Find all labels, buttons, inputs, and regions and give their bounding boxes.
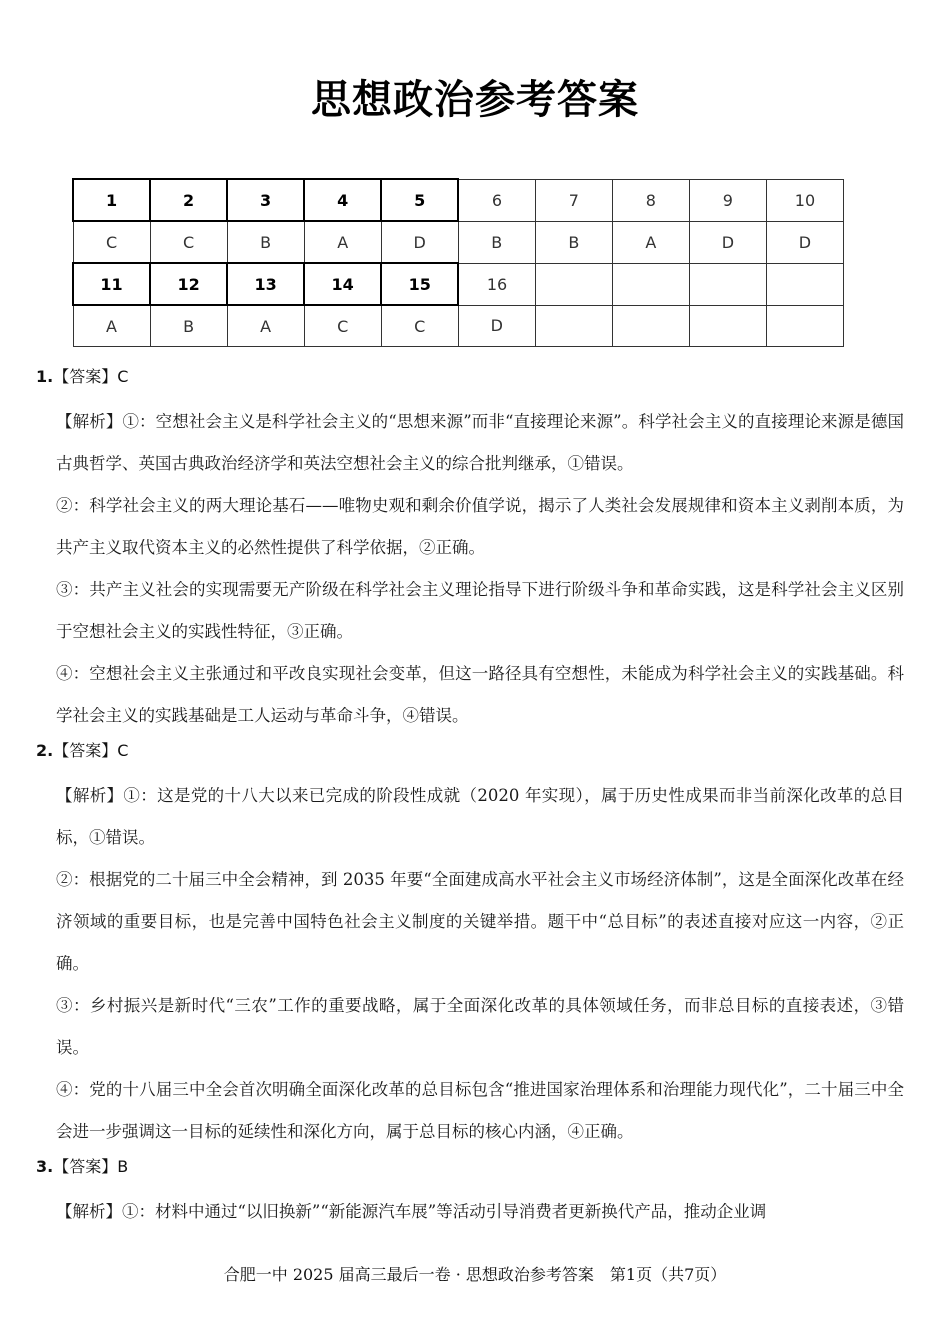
question-number-cell: 15 <box>381 263 458 305</box>
question-number-cell: 6 <box>458 179 535 221</box>
answer-label: 【答案】B <box>53 1157 129 1176</box>
answer-letter-cell: B <box>535 221 612 263</box>
question-number-cell <box>689 263 766 305</box>
explanation-paragraph: ②：科学社会主义的两大理论基石——唯物史观和剩余价值学说，揭示了人类社会发展规律和资本主义剥削本质，为共产主义取代资本主义的必然性提供了科学依据，②正确。 <box>56 496 904 557</box>
answer-letter-cell: B <box>227 221 304 263</box>
answer-letter-row <box>73 221 844 263</box>
answer-letter-cell: D <box>689 221 766 263</box>
question-answer-heading <box>36 1153 904 1181</box>
question-number-row <box>73 263 844 305</box>
answer-letter-cell: D <box>458 305 535 347</box>
question-answer-heading <box>36 737 904 765</box>
answer-explanations <box>36 363 904 1233</box>
explanation-paragraph: ④：党的十八届三中全会首次明确全面深化改革的总目标包含“推进国家治理体系和治理能力现代化”，二十届三中全会进一步强调这一目标的延续性和深化方向，属于总目标的核心内涵，④正确。 <box>56 1080 904 1141</box>
answer-letter-cell <box>766 305 843 347</box>
answer-letter-cell: C <box>304 305 381 347</box>
answer-letter-row <box>73 305 844 347</box>
answer-letter-cell <box>689 305 766 347</box>
explanation-paragraph: ②：根据党的二十届三中全会精神，到 2035 年要“全面建成高水平社会主义市场经济体制”，这是全面深化改革在经济领域的重要目标，也是完善中国特色社会主义制度的关键举措。题干中“总目标”的表述直接对应这一内容，②正确。 <box>56 870 904 973</box>
explanation-paragraph: 【解析】①：这是党的十八大以来已完成的阶段性成就（2020 年实现），属于历史性成果而非当前深化改革的总目标，①错误。 <box>56 786 904 847</box>
question-number-cell: 14 <box>304 263 381 305</box>
question-number-cell <box>766 263 843 305</box>
page-footer: 合肥一中 2025 届高三最后一卷 · 思想政治参考答案 第1页（共7页） <box>223 1265 727 1284</box>
question-number-cell: 4 <box>304 179 381 221</box>
answer-letter-cell: B <box>458 221 535 263</box>
question-number-cell: 10 <box>766 179 843 221</box>
answer-label: 【答案】C <box>53 741 129 760</box>
question-number-cell <box>535 263 612 305</box>
question-number: 1. <box>36 367 54 386</box>
answer-letter-cell: A <box>73 305 150 347</box>
explanation-paragraph: 【解析】①：空想社会主义是科学社会主义的“思想来源”而非“直接理论来源”。科学社会主义的直接理论来源是德国古典哲学、英国古典政治经济学和英法空想社会主义的综合批判继承，①错误。 <box>56 412 904 473</box>
explanation-paragraph: ③：乡村振兴是新时代“三农”工作的重要战略，属于全面深化改革的具体领域任务，而非总目标的直接表述，③错误。 <box>56 996 904 1057</box>
question-number-row <box>73 179 844 221</box>
answer-letter-cell: D <box>766 221 843 263</box>
answer-letter-cell <box>535 305 612 347</box>
question-number-cell: 11 <box>73 263 150 305</box>
answer-letter-cell: C <box>381 305 458 347</box>
answer-letter-cell <box>612 305 689 347</box>
explanation-paragraph: ④：空想社会主义主张通过和平改良实现社会变革，但这一路径具有空想性，未能成为科学社会主义的实践基础。科学社会主义的实践基础是工人运动与革命斗争，④错误。 <box>56 664 904 725</box>
answer-letter-cell: A <box>227 305 304 347</box>
answer-letter-cell: D <box>381 221 458 263</box>
answer-letter-cell: A <box>304 221 381 263</box>
question-number-cell: 9 <box>689 179 766 221</box>
question-number-cell: 5 <box>381 179 458 221</box>
question-number-cell: 12 <box>150 263 227 305</box>
question-number: 2. <box>36 741 54 760</box>
explanation-paragraph: ③：共产主义社会的实现需要无产阶级在科学社会主义理论指导下进行阶级斗争和革命实践，这是科学社会主义区别于空想社会主义的实践性特征，③正确。 <box>56 580 904 641</box>
answer-table <box>72 178 844 347</box>
page-title: 思想政治参考答案 <box>311 76 639 123</box>
answer-label: 【答案】C <box>53 367 129 386</box>
question-answer-heading <box>36 363 904 391</box>
question-number-cell: 1 <box>73 179 150 221</box>
question-number-cell: 3 <box>227 179 304 221</box>
answer-letter-cell: C <box>73 221 150 263</box>
question-number: 3. <box>36 1157 54 1176</box>
question-number-cell: 13 <box>227 263 304 305</box>
answer-letter-cell: B <box>150 305 227 347</box>
question-number-cell <box>612 263 689 305</box>
question-number-cell: 16 <box>458 263 535 305</box>
question-number-cell: 8 <box>612 179 689 221</box>
question-number-cell: 2 <box>150 179 227 221</box>
question-number-cell: 7 <box>535 179 612 221</box>
answer-letter-cell: A <box>612 221 689 263</box>
answer-letter-cell: C <box>150 221 227 263</box>
explanation-paragraph: 【解析】①：材料中通过“以旧换新”“新能源汽车展”等活动引导消费者更新换代产品，推动企业调 <box>56 1202 767 1221</box>
